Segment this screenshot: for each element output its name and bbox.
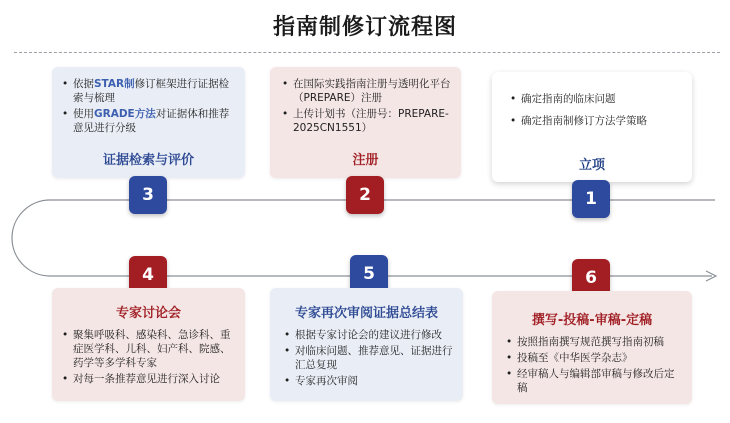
step-5-bullet-2: • 对临床问题、推荐意见、证据进行汇总复现 bbox=[284, 344, 456, 372]
step-6-bullet-3: • 经审稿人与编辑部审稿与修改后定稿 bbox=[506, 367, 684, 395]
step-6-title: 撰写-投稿-审稿-定稿 bbox=[531, 313, 653, 328]
step-4-bullet-1: • 聚集呼吸科、感染科、急诊科、重症医学科、儿科、妇产科、院感、药学等多学科专家 bbox=[62, 328, 238, 370]
step-1-badge: 1 bbox=[572, 180, 610, 218]
step-3-bullet-1: • 依据STAR制修订框架进行证据检索与梳理 bbox=[62, 77, 237, 105]
step-5-title: 专家再次审阅证据总结表 bbox=[294, 306, 438, 321]
step-5-card bbox=[270, 288, 463, 401]
step-5-bullet-3: • 专家再次审阅 bbox=[284, 374, 456, 388]
step-1-bullet-2: • 确定指南制修订方法学策略 bbox=[510, 114, 685, 128]
step-6-bullet-1: • 按照指南撰写规范撰写指南初稿 bbox=[506, 335, 684, 349]
step-6-bullet-2: • 投稿至《中华医学杂志》 bbox=[506, 351, 684, 365]
step-2-bullets bbox=[282, 77, 454, 137]
step-2-badge: 2 bbox=[346, 176, 384, 214]
step-1-title: 立项 bbox=[578, 158, 605, 173]
step-2-title: 注册 bbox=[352, 153, 379, 168]
step-5-bullet-1: • 根据专家讨论会的建议进行修改 bbox=[284, 328, 456, 342]
step-2-bullet-1: • 在国际实践指南注册与透明化平台（PREPARE）注册 bbox=[282, 77, 454, 105]
step-4-bullets bbox=[62, 328, 238, 388]
step-3-badge: 3 bbox=[129, 176, 167, 214]
step-1-bullets bbox=[510, 92, 685, 130]
step-4-card bbox=[52, 288, 245, 401]
step-3-card bbox=[52, 67, 245, 178]
step-1-bullet-1: • 确定指南的临床问题 bbox=[510, 92, 685, 106]
step-5-badge: 5 bbox=[350, 255, 388, 293]
step-6-bullets bbox=[506, 335, 684, 397]
step-4-title: 专家讨论会 bbox=[115, 306, 181, 321]
step-3-title: 证据检索与评价 bbox=[102, 153, 194, 168]
step-3-bullet-2: • 使用GRADE方法对证据体和推荐意见进行分级 bbox=[62, 107, 237, 135]
step-6-badge: 6 bbox=[572, 259, 610, 297]
step-6-card bbox=[492, 291, 692, 404]
step-4-bullet-2: • 对每一条推荐意见进行深入讨论 bbox=[62, 372, 238, 386]
step-5-bullets bbox=[284, 328, 456, 390]
step-4-badge: 4 bbox=[129, 256, 167, 294]
step-2-card bbox=[270, 67, 461, 178]
page-title: 指南制修订流程图 bbox=[272, 15, 457, 40]
step-3-bullets bbox=[62, 77, 237, 137]
step-1-card bbox=[492, 72, 692, 182]
step-2-bullet-2: • 上传计划书（注册号：PREPARE-2025CN1551） bbox=[282, 107, 454, 135]
